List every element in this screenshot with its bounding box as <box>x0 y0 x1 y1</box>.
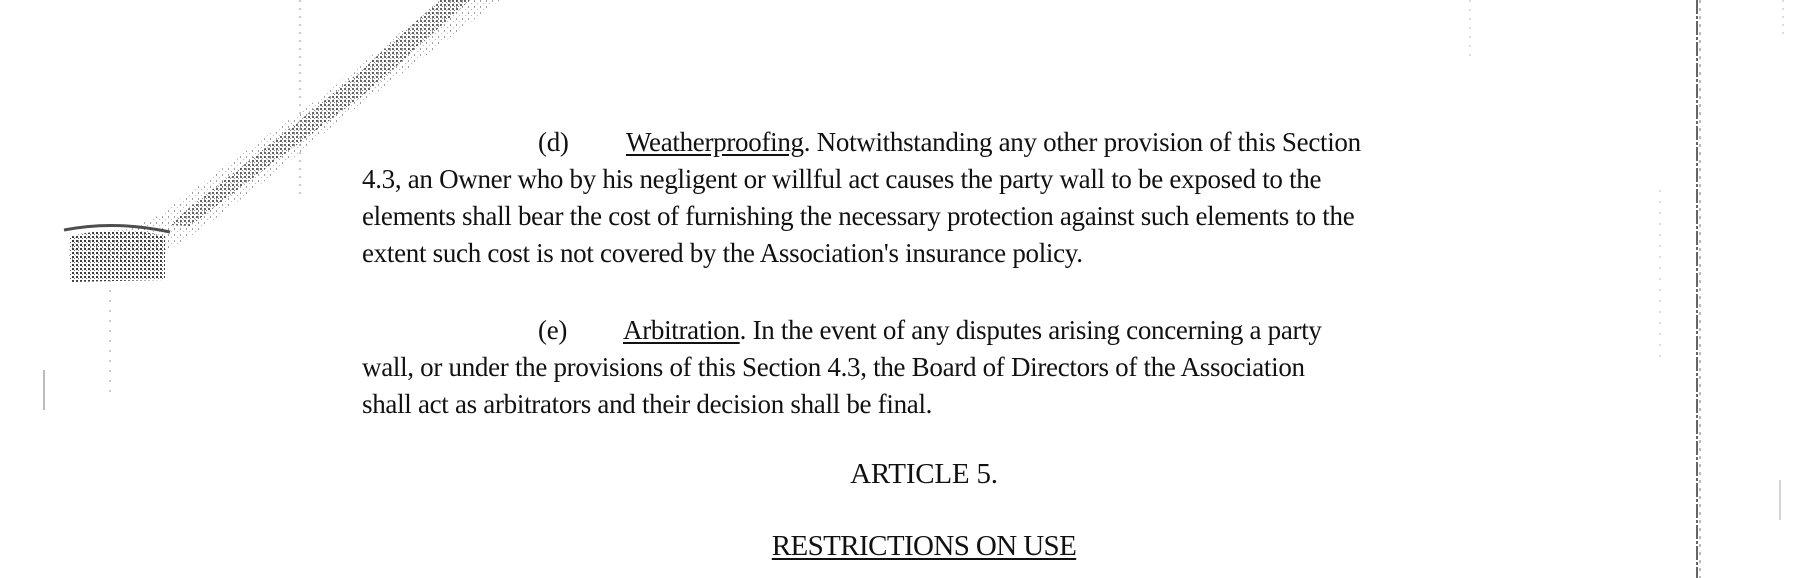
paragraph-e-line-3: shall act as arbitrators and their decision shall be final. <box>362 389 933 419</box>
paragraph-e-heading: Arbitration <box>623 315 740 345</box>
paragraph-e-line-2: wall, or under the provisions of this Section 4.3, the Board of Directors of the Association <box>362 352 1305 382</box>
paragraph-d-line-2: 4.3, an Owner who by his negligent or willful act causes the party wall to be exposed to the <box>362 164 1322 194</box>
paragraph-e-text-1: . In the event of any disputes arising concerning a party <box>739 315 1322 345</box>
paragraph-d-line-1 <box>362 124 1492 161</box>
paragraph-e-line-1 <box>362 312 1492 349</box>
paragraph-d-heading: Weatherproofing <box>626 127 804 157</box>
paragraph-d-label: (d) <box>538 127 569 157</box>
paragraph-e <box>362 312 1492 423</box>
article-subtitle: RESTRICTIONS ON USE <box>771 530 1077 562</box>
paragraph-d-text-1: . Notwithstanding any other provision of this Section <box>803 127 1361 157</box>
paragraph-d-line-4: extent such cost is not covered by the Association's insurance policy. <box>362 238 1083 268</box>
article-title: ARTICLE 5. <box>850 458 998 490</box>
paragraph-d-line-3: elements shall bear the cost of furnishing the necessary protection against such elements to the <box>362 201 1355 231</box>
paragraph-e-label: (e) <box>538 315 568 345</box>
paragraph-d <box>362 124 1492 272</box>
